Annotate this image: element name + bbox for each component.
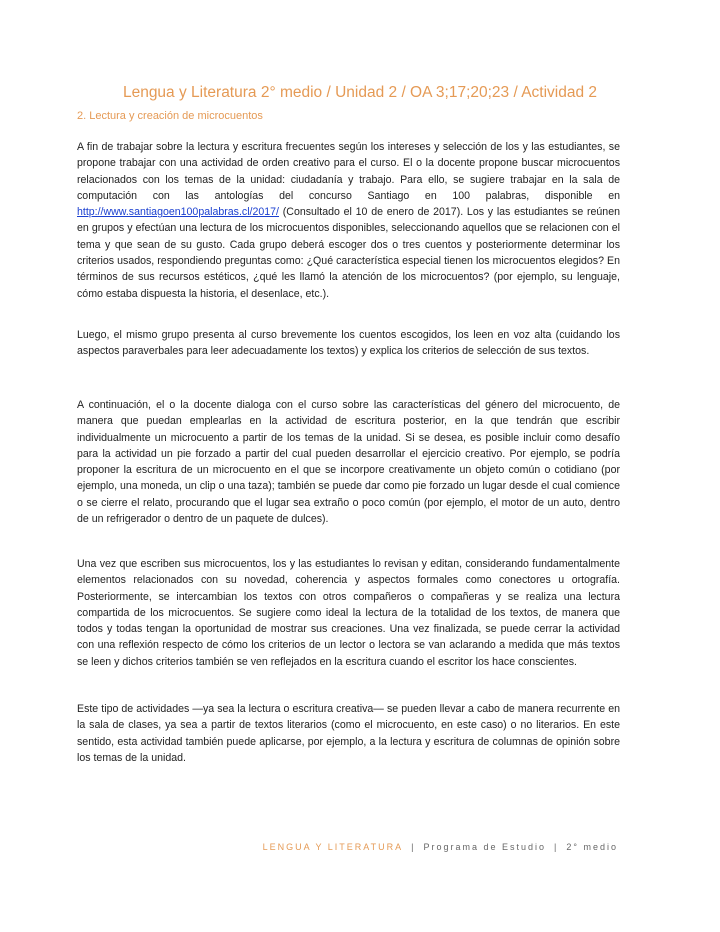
paragraph-writing: A continuación, el o la docente dialoga con el curso sobre las características del género del microcuento, de manera que puedan emplearlas en la actividad de escritura posterior, en la que tendrán que escribir individualmente un microcuento a partir de los temas de la unidad. Si se desea, es posible incluir como desafío para la actividad un pie forzado a partir del cual pueden desarrollar el ejercicio creativo. Por ejemplo, se podría proponer la escritura de un microcuento en el que se incorpore creativamente un objeto común o cotidiano (por ejemplo, una moneda, un clip o una taza); también se puede dar como pie forzado un lugar desde el cual comience o se cierre el relato, procurando que el lugar sea extraño o poco común (por ejemplo, el motor de un auto, dentro de un refrigerador o dentro de un paquete de dulces). [77,399,620,526]
paragraph-text: (Consultado el 10 de enero de 2017). Los y las estudiantes se reúnen en grupos y efectúan una lectura de los microcuentos disponibles, seleccionando aquellos que se relacionen con el tema y que sean de su gusto. Cada grupo deberá escoger dos o tres cuentos y posteriormente determinar los criterios usados, respondiendo preguntas como: ¿Qué característica especial tienen los microcuentos elegidos? En términos de sus recursos estéticos, ¿qué les llamó la atención de los microcuentos? (por ejemplo, su lenguaje, cómo estaba dispuesta la historia, el desenlace, etc.). [77,206,620,300]
paragraph-text: A fin de trabajar sobre la lectura y escritura frecuentes según los intereses y selección de los y las estudiantes, se propone trabajar con una actividad de orden creativo para el curso. El o la docente propone buscar microcuentos relacionados con los temas de la unidad: ciudadanía y trabajo. Para ello, se sugiere trabajar en la sala de computación con las antologías del concurso Santiago en 100 palabras, disponible en [77,141,620,202]
section-heading: 2. Lectura y creación de microcuentos [77,110,263,122]
footer-separator: | [554,842,559,852]
paragraph-intro [77,139,620,302]
page-title: Lengua y Literatura 2° medio / Unidad 2 / OA 3;17;20;23 / Actividad 2 [122,84,598,101]
santiago-100-palabras-link[interactable]: http://www.santiagoen100palabras.cl/2017/ [77,206,280,219]
footer-separator: | [411,842,416,852]
footer-brand: LENGUA Y LITERATURA [262,842,404,852]
page-footer [263,842,618,852]
footer-level: 2° medio [566,842,618,852]
paragraph-revision: Una vez que escriben sus microcuentos, los y las estudiantes lo revisan y editan, considerando fundamentalmente elementos relacionados con su novedad, coherencia y aspectos formales como conectores u ortografía. Posteriormente, se intercambian los textos con otros compañeros o compañeras y se realiza una lectura compartida de los microcuentos. Se sugiere como ideal la lectura de la totalidad de los textos, de manera que todos y todas tengan la oportunidad de mostrar sus creaciones. Una vez finalizada, se puede cerrar la actividad con una reflexión respecto de cómo los criterios de un lector o lectora se van aclarando a medida que más textos se leen y dichos criterios también se ven reflejados en la escritura cuando el escritor los hace conscientes. [77,558,620,668]
paragraph-presentation: Luego, el mismo grupo presenta al curso brevemente los cuentos escogidos, los leen en voz alta (cuidando los aspectos paraverbales para leer adecuadamente los textos) y explica los criterios de selección de sus textos. [77,329,620,358]
footer-program: Programa de Estudio [423,842,547,852]
paragraph-closing: Este tipo de actividades —ya sea la lectura o escritura creativa— se pueden llevar a cabo de manera recurrente en la sala de clases, ya sea a partir de textos literarios (como el microcuento, en este caso) o no literarios. En este sentido, esta actividad también puede aplicarse, por ejemplo, a la lectura y escritura de columnas de opinión sobre los temas de la unidad. [77,703,620,764]
